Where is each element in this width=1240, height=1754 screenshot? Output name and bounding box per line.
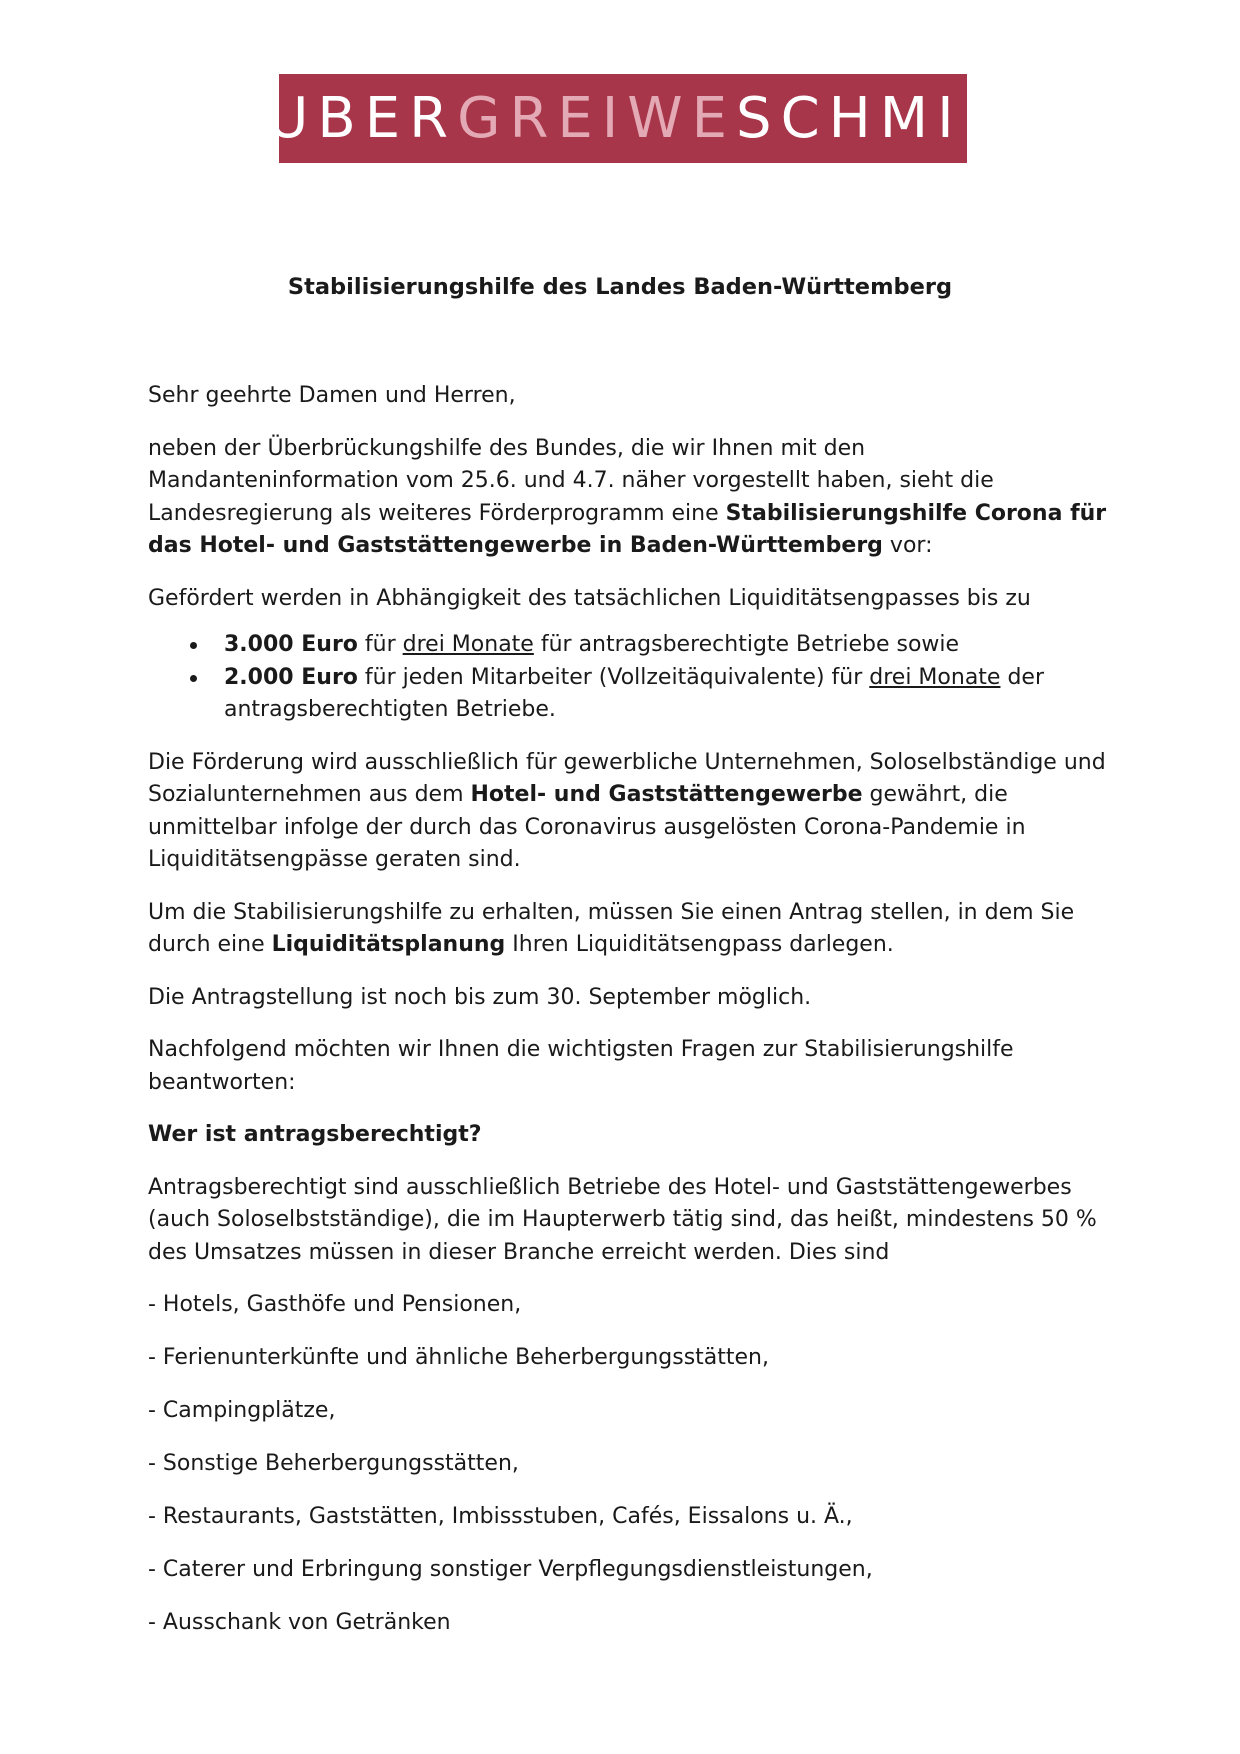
bullet-text: der antragsberechtigten Betriebe. (224, 664, 1045, 722)
intro-paragraph (148, 433, 1110, 563)
business-type-list (148, 1289, 1110, 1640)
application-text-2: Ihren Liquiditätsengpass darlegen. (505, 932, 894, 957)
funding-bullet-item (148, 662, 1110, 727)
business-type-item: - Sonstige Beherbergungsstätten, (148, 1451, 519, 1476)
logo-part-huber: HUBER (216, 85, 458, 151)
application-text-1: Um die Stabilisierungshilfe zu erhalten, müssen Sie einen Antrag stellen, in dem Sie durch eine (148, 899, 1075, 957)
intro-bold-program: Stabilisierungshilfe Corona für das Hotel- und Gaststättengewerbe in Baden-Württemberg (148, 500, 1107, 558)
logo-part-greiwe: GREIWE (457, 85, 737, 151)
business-type-item: - Ausschank von Getränken (148, 1610, 451, 1635)
logo-dot (1019, 126, 1030, 137)
intro-text-1: neben der Überbrückungshilfe des Bundes, die wir Ihnen mit den Mandanteninformation vom 25.6. und 4.7. näher vorgestellt haben, sieht die Landesregierung als weiteres Förderprogramm eine (148, 435, 994, 526)
eligible-paragraph: Antragsberechtigt sind ausschließlich Betriebe des Hotel- und Gaststättengewerbes (auch Soloselbstständige), die im Haupterwerb tätig sind, das heißt, mindestens 50 % des Umsatzes müssen in dieser Branche erreicht werden. Dies sind (148, 1174, 1097, 1265)
logo-part-schmid: SCHMID (736, 85, 1015, 151)
bullet-text: für (357, 632, 403, 657)
eligibility-text-1: Die Förderung wird ausschließlich für gewerbliche Unternehmen, Soloselbständige und Sozialunternehmen aus dem (148, 749, 1106, 807)
funding-bullet-item (148, 629, 1110, 662)
bullet-text: für jeden Mitarbeiter (Vollzeitäquivalente) für (357, 664, 870, 690)
bullet-underlined-period: drei Monate (402, 632, 534, 657)
company-logo (216, 74, 1015, 163)
bullet-amount: 3.000 Euro (224, 632, 358, 657)
document-body (148, 380, 1110, 1660)
funding-lead: Gefördert werden in Abhängigkeit des tatsächlichen Liquiditätsengpasses bis zu (148, 585, 1031, 611)
eligibility-text-2: gewährt, die unmittelbar infolge der durch das Coronavirus ausgelösten Corona-Pandemie in Liquiditätsengpässe geraten sind. (148, 782, 1026, 872)
logo-wordmark (216, 85, 1030, 151)
bullet-amount: 2.000 Euro (224, 664, 358, 690)
business-type-item: - Restaurants, Gaststätten, Imbissstuben, Cafés, Eissalons u. Ä., (148, 1504, 853, 1529)
bullet-underlined-period: drei Monate (869, 664, 1001, 690)
faq-intro-paragraph: Nachfolgend möchten wir Ihnen die wichtigsten Fragen zur Stabilisierungshilfe beantworten: (148, 1037, 1014, 1095)
business-type-item: - Hotels, Gasthöfe und Pensionen, (148, 1292, 522, 1317)
funding-bullet-list (148, 629, 1110, 727)
business-type-item: - Caterer und Erbringung sonstiger Verpflegungsdienstleistungen, (148, 1557, 873, 1582)
document-title: Stabilisierungshilfe des Landes Baden-Württemberg (287, 274, 953, 300)
business-type-item: - Ferienunterkünfte und ähnliche Beherbergungsstätten, (148, 1345, 769, 1370)
section-heading-eligible: Wer ist antragsberechtigt? (148, 1122, 482, 1147)
bullet-text: für antragsberechtigte Betriebe sowie (533, 632, 960, 657)
eligibility-paragraph (148, 747, 1110, 877)
eligibility-bold-sector: Hotel- und Gaststättengewerbe (470, 782, 863, 807)
intro-text-2: vor: (882, 533, 933, 558)
business-type-item: - Campingplätze, (148, 1398, 336, 1423)
deadline-paragraph: Die Antragstellung ist noch bis zum 30. September möglich. (148, 984, 812, 1010)
salutation: Sehr geehrte Damen und Herren, (148, 383, 516, 408)
application-bold-planning: Liquiditätsplanung (271, 932, 506, 957)
application-paragraph (148, 897, 1110, 962)
